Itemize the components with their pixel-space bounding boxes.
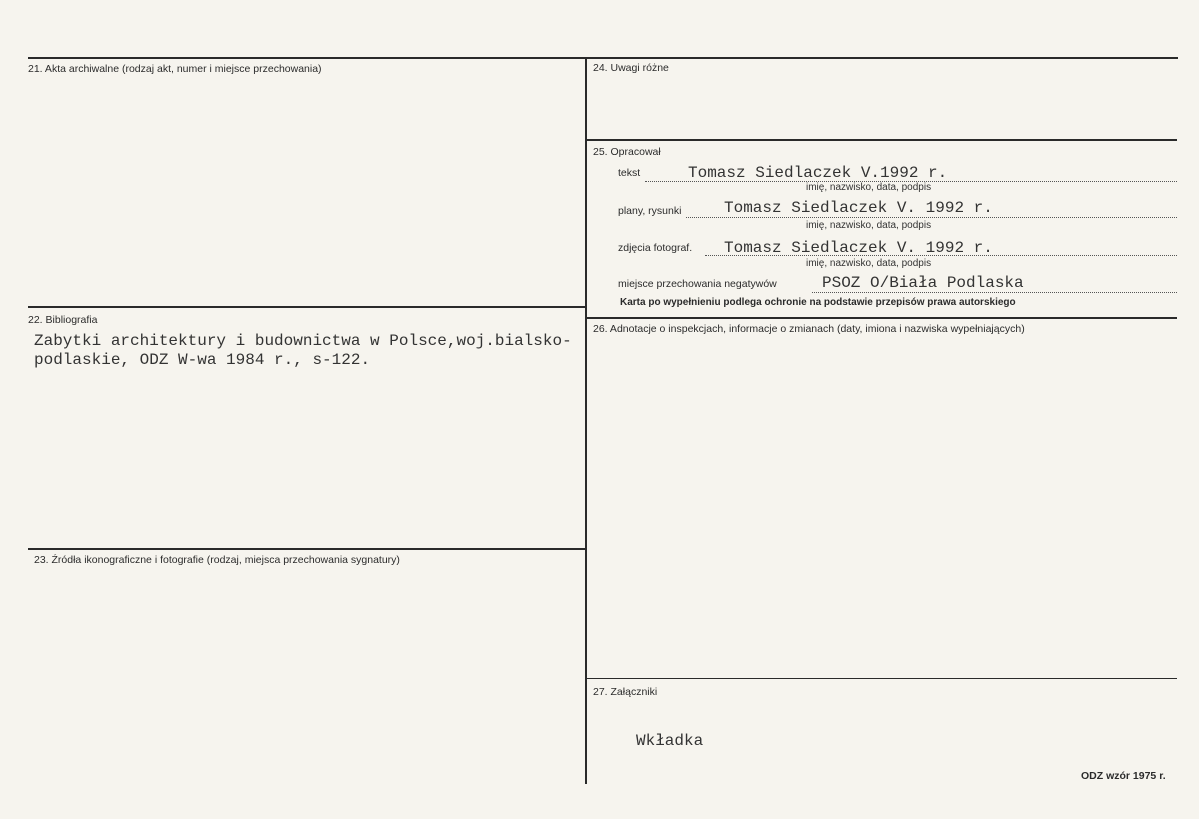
author-plans-value: Tomasz Siedlaczek V. 1992 r. [724, 199, 993, 217]
section-26-label: 26. Adnotacje o inspekcjach, informacje o zmianach (daty, imiona i nazwiska wypełniających) [593, 323, 1025, 335]
negatives-dotted-line [812, 292, 1177, 293]
divider-26-27 [587, 678, 1177, 679]
section-24-label: 24. Uwagi różne [593, 62, 669, 74]
section-25-label: 25. Opracował [593, 146, 661, 158]
negatives-value: PSOZ O/Biała Podlaska [822, 274, 1024, 292]
section-22-label: 22. Bibliografia [28, 314, 98, 326]
divider-25-26 [587, 317, 1177, 319]
author-text-value: Tomasz Siedlaczek V.1992 r. [688, 164, 948, 182]
author-photos-value: Tomasz Siedlaczek V. 1992 r. [724, 239, 993, 257]
section-27-label: 27. Załączniki [593, 686, 658, 698]
section-21-label: 21. Akta archiwalne (rodzaj akt, numer i miejsce przechowania) [28, 63, 322, 75]
author-photos-caption: imię, nazwisko, data, podpis [806, 258, 932, 269]
bibliography-line-2: podlaskie, ODZ W-wa 1984 r., s-122. [34, 351, 371, 369]
top-border-line [28, 57, 1178, 59]
author-photos-field-label: zdjęcia fotograf. [618, 242, 693, 254]
author-text-field-label: tekst [618, 167, 641, 179]
form-id: ODZ wzór 1975 r. [1081, 770, 1166, 782]
negatives-label: miejsce przechowania negatywów [618, 278, 777, 290]
author-plans-field-label: plany, rysunki [618, 205, 682, 217]
divider-21-22 [28, 306, 585, 308]
author-plans-dotted-line [686, 217, 1177, 218]
divider-24-25 [587, 139, 1177, 141]
author-plans-caption: imię, nazwisko, data, podpis [806, 220, 932, 231]
section-23-label: 23. Źródła ikonograficzne i fotografie (rodzaj, miejsca przechowania sygnatury) [34, 554, 400, 566]
copyright-note: Karta po wypełnieniu podlega ochronie na podstawie przepisów prawa autorskiego [620, 297, 1016, 308]
vertical-divider [585, 57, 587, 784]
attachments-value: Wkładka [636, 732, 704, 750]
divider-22-23 [28, 548, 585, 550]
author-text-caption: imię, nazwisko, data, podpis [806, 182, 932, 193]
bibliography-line-1: Zabytki architektury i budownictwa w Polsce,woj.bialsko- [34, 332, 572, 350]
